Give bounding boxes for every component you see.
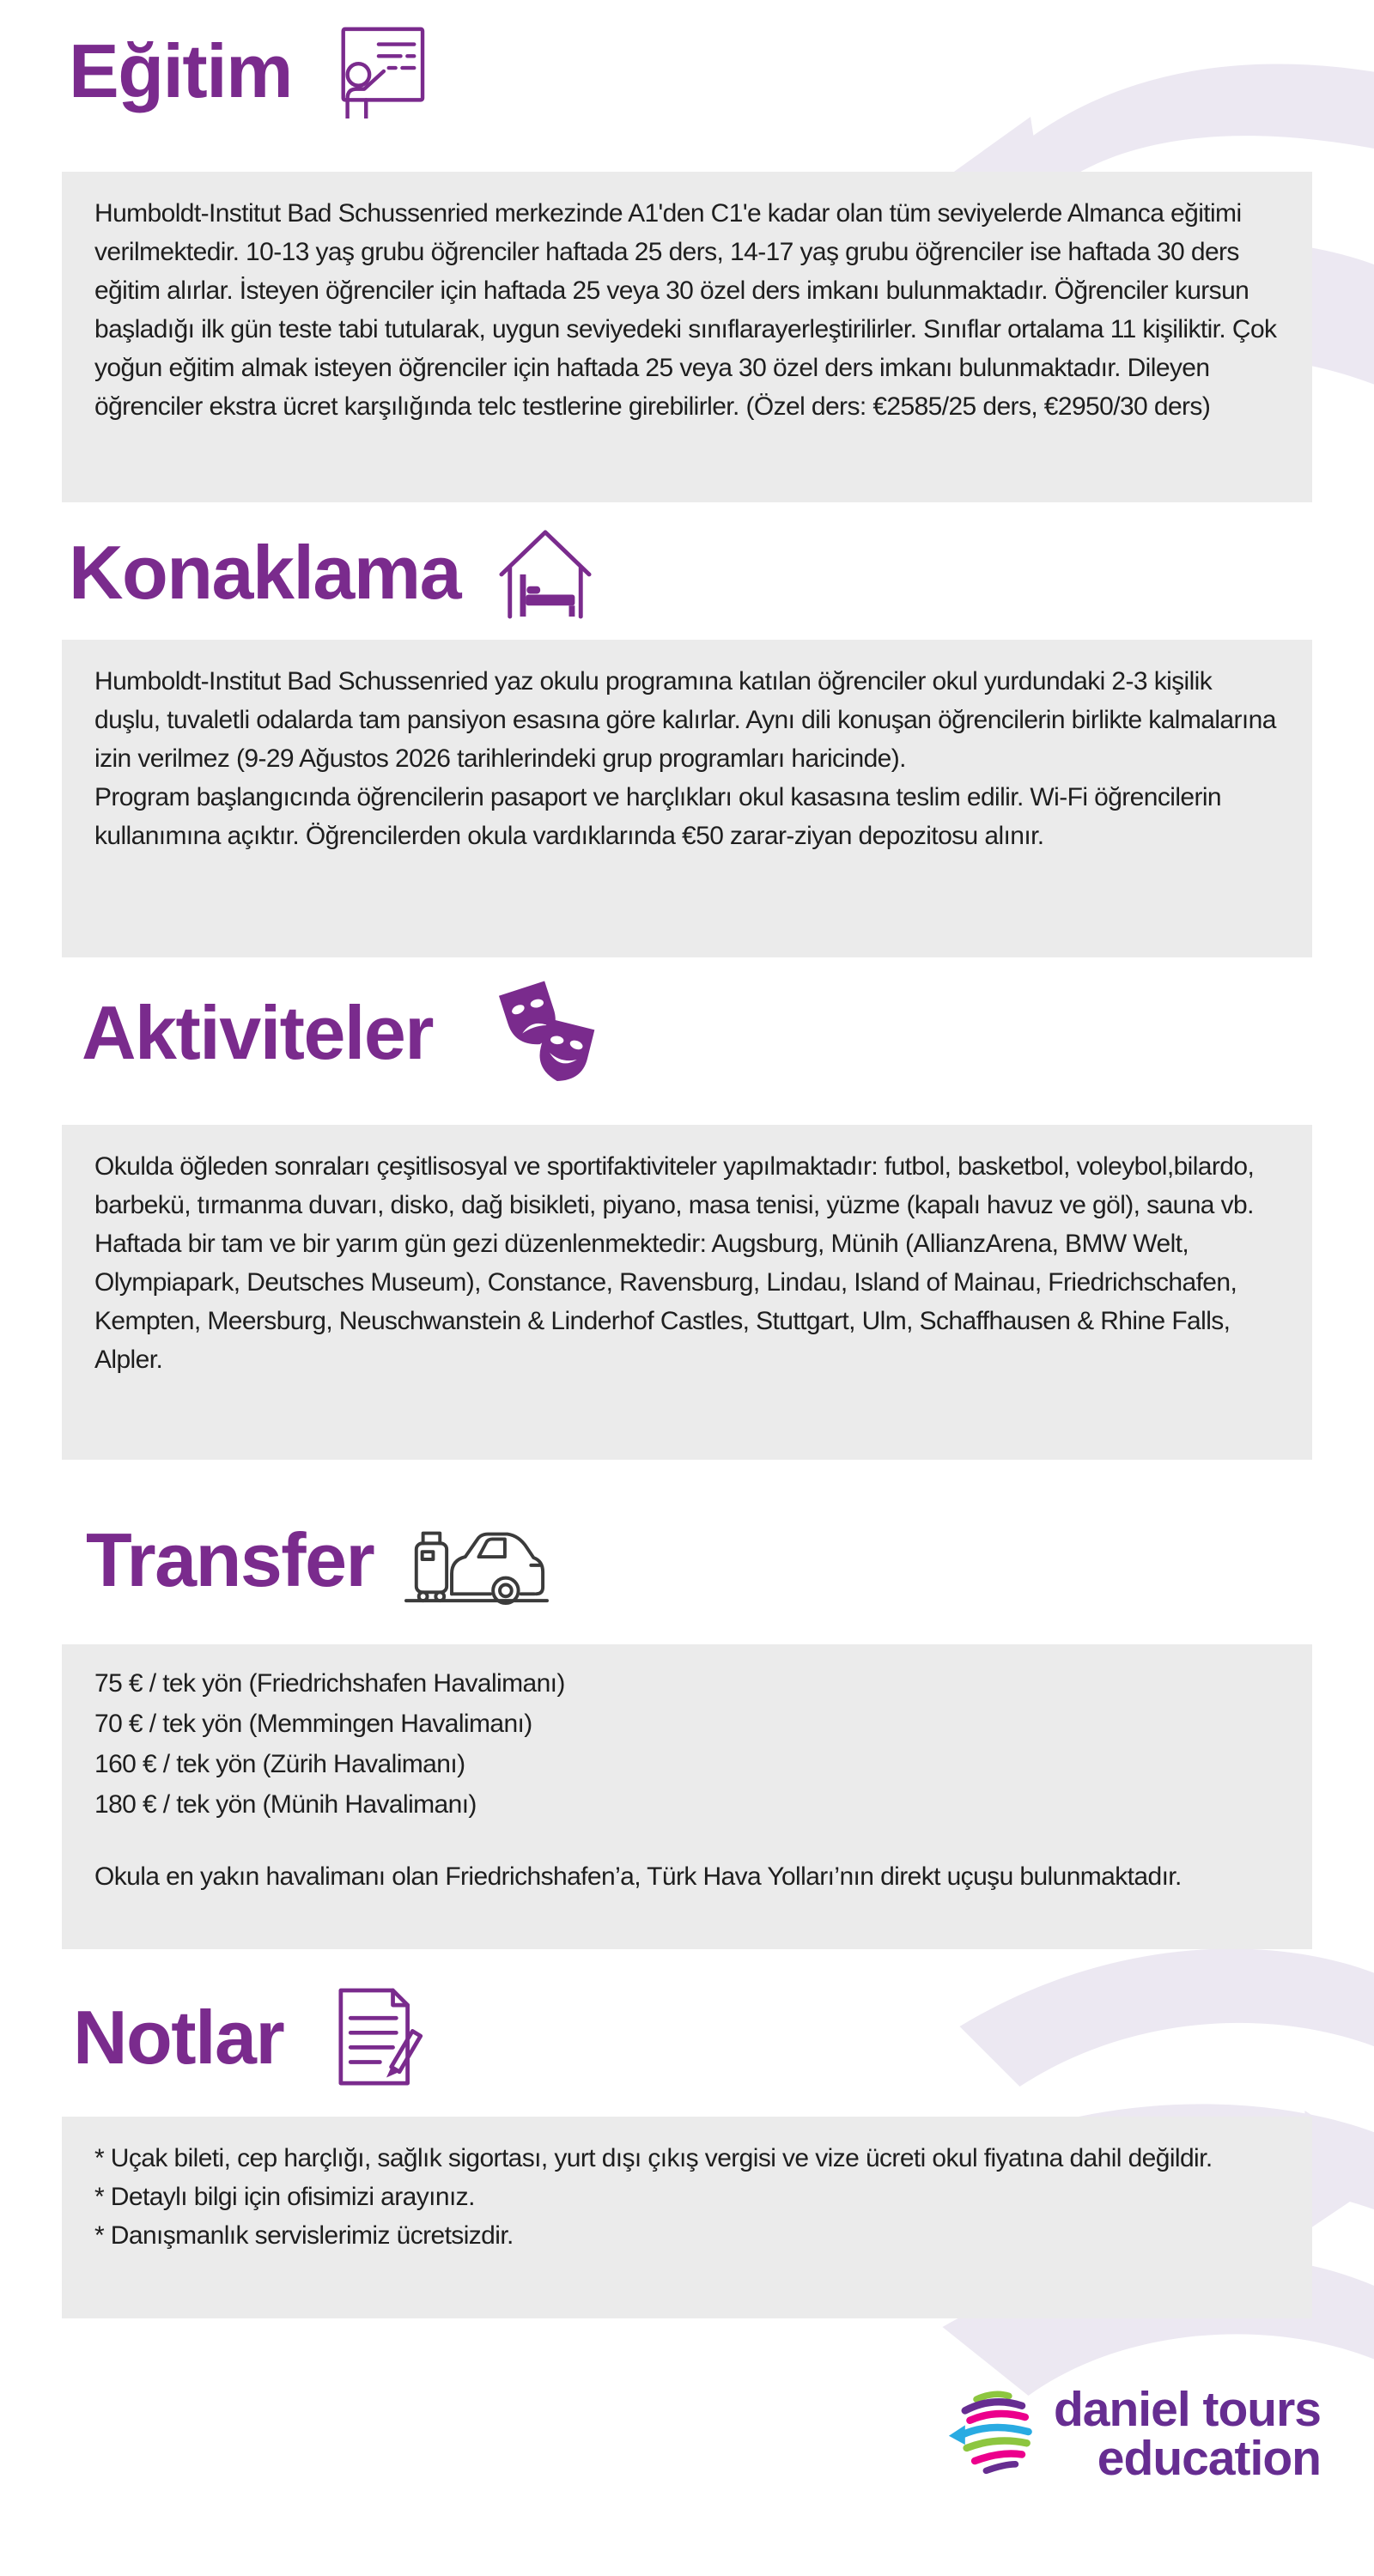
transfer-price-memmingen: 70 € / tek yön (Memmingen Havalimanı): [94, 1710, 532, 1738]
aktiviteler-text-box: [62, 1125, 1312, 1460]
section-title-notlar: Notlar: [73, 1995, 284, 2080]
aktiviteler-paragraph-2: Haftada bir tam ve bir yarım gün gezi düzenlenmektedir: Augsburg, Münih (AllianzArena, BMW Welt, Olympiapark, Deutsches Museum), Constance, Ravensburg, Lindau, Island of Mainau, Friedrichschafen, Kempten, Meersburg, Neuschwanstein & Linderhof Castles, Stuttgart, Ulm, Schaffhausen & Rhine Falls, Alpler.: [94, 1230, 1237, 1374]
section-title-konaklama: Konaklama: [69, 530, 461, 615]
transfer-price-zurih: 160 € / tek yön (Zürih Havalimanı): [94, 1750, 465, 1778]
section-heading-notlar: [73, 1985, 433, 2090]
egitim-text-box: [62, 172, 1312, 502]
transfer-text-box: [62, 1644, 1312, 1949]
notlar-item-1: * Uçak bileti, cep harçlığı, sağlık sigortası, yurt dışı çıkış vergisi ve vize ücreti okul fiyatına dahil değildir.: [94, 2144, 1213, 2172]
car-luggage-icon: [403, 1513, 550, 1607]
section-heading-konaklama: [69, 526, 596, 620]
transfer-price-munih: 180 € / tek yön (Münih Havalimanı): [94, 1790, 477, 1819]
notlar-item-3: * Danışmanlık servislerimiz ücretsizdir.: [94, 2221, 514, 2250]
section-heading-aktiviteler: [82, 977, 605, 1089]
logo-wordmark: [1053, 2382, 1321, 2486]
egitim-paragraph: Humboldt-Institut Bad Schussenried merkezinde A1'den C1'e kadar olan tüm seviyelerde Almanca eğitimi verilmektedir. 10-13 yaş grubu öğrenciler haftada 25 ders, 14-17 yaş grubu öğrenciler ise haftada 30 ders eğitim alırlar. İsteyen öğrenciler için haftada 25 veya 30 özel ders imkanı bulunmaktadır. Öğrenciler kursun başladığı ilk gün teste tabi tutularak, uygun seviyedeki sınıflarayerleştirilirler. Sınıflar ortalama 11 kişiliktir. Çok yoğun eğitim almak isteyen öğrenciler için haftada 25 veya 30 özel ders imkanı bulunmaktadır. Dileyen öğrenciler ekstra ücret karşılığında telc testlerine girebilirler. (Özel ders: €2585/25 ders, €2950/30 ders): [94, 199, 1277, 421]
presentation-board-icon: [326, 24, 428, 118]
transfer-note: Okula en yakın havalimanı olan Friedrichshafen’a, Türk Hava Yolları’nın direkt uçuşu bulunmaktadır.: [94, 1862, 1182, 1891]
house-bed-icon: [495, 526, 596, 620]
theater-masks-icon: [493, 977, 605, 1089]
globe-swoosh-icon: [947, 2389, 1037, 2475]
konaklama-paragraph-1: Humboldt-Institut Bad Schussenried yaz okulu programına katılan öğrenciler okul yurdundaki 2-3 kişilik duşlu, tuvaletli odalarda tam pansiyon esasına göre kalırlar. Aynı dili konuşan öğrencilerin birlikte kalmalarına izin verilmez (9-29 Ağustos 2026 tarihlerindeki grup programları haricinde).: [94, 667, 1276, 773]
note-pencil-icon: [323, 1985, 433, 2090]
section-title-transfer: Transfer: [86, 1517, 374, 1602]
section-heading-transfer: [86, 1513, 550, 1607]
notlar-item-2: * Detaylı bilgi için ofisimizi arayınız.: [94, 2183, 475, 2211]
logo-line-2: education: [1097, 2431, 1321, 2486]
section-title-aktiviteler: Aktiviteler: [82, 990, 434, 1075]
transfer-price-friedrichshafen: 75 € / tek yön (Friedrichshafen Havalimanı): [94, 1669, 565, 1698]
konaklama-paragraph-2: Program başlangıcında öğrencilerin pasaport ve harçlıkları okul kasasına teslim edilir. Wi-Fi öğrencilerin kullanımına açıktır. Öğrencilerden okula vardıklarında €50 zarar-ziyan depozitosu alınır.: [94, 783, 1222, 850]
aktiviteler-paragraph-1: Okulda öğleden sonraları çeşitlisosyal ve sportifaktiviteler yapılmaktadır: futbol, basketbol, voleybol,bilardo, barbekü, tırmanma duvarı, disko, dağ bisikleti, piyano, masa tenisi, yüzme (kapalı havuz ve göl), sauna vb.: [94, 1152, 1255, 1219]
daniel-tours-logo: [947, 2382, 1321, 2486]
konaklama-text-box: [62, 640, 1312, 957]
section-heading-egitim: [69, 24, 428, 118]
section-title-egitim: Eğitim: [69, 28, 292, 113]
notlar-text-box: [62, 2117, 1312, 2318]
logo-line-1: daniel tours: [1053, 2382, 1321, 2437]
